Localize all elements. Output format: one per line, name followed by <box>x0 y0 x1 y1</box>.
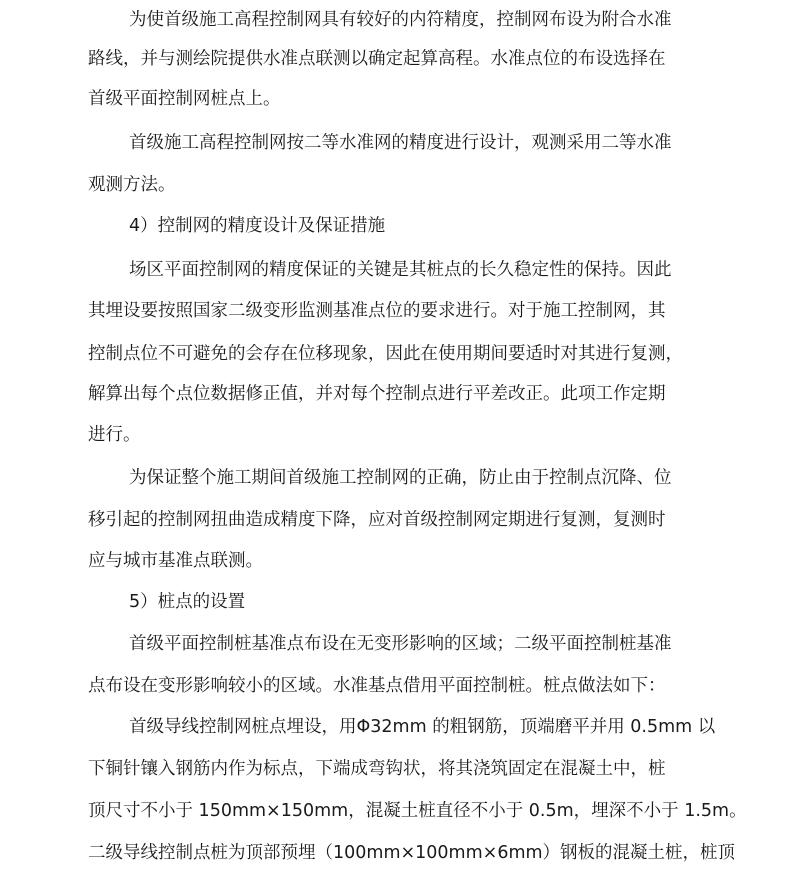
section-heading-4: 4）控制网的精度设计及保证措施 <box>129 216 386 236</box>
text-line-10: 解算出每个点位数据修正值，并对每个控制点进行平差改正。此项工作定期 <box>88 384 666 404</box>
text-line-1: 为使首级施工高程控制网具有较好的内符精度，控制网布设为附合水准 <box>129 10 672 30</box>
text-line-19: 下铜针镶入钢筋内作为标点，下端成弯钩状，将其浇筑固定在混凝土中，桩 <box>88 759 666 779</box>
text-line-21: 二级导线控制点桩为顶部预埋（100mm×100mm×6mm）钢板的混凝土桩，桩顶 <box>88 843 736 863</box>
text-line-13: 移引起的控制网扭曲造成精度下降，应对首级控制网定期进行复测，复测时 <box>88 510 666 530</box>
text-line-8: 其埋设要按照国家二级变形监测基准点位的要求进行。对于施工控制网，其 <box>88 301 666 321</box>
text-line-16: 首级平面控制桩基准点布设在无变形影响的区域；二级平面控制桩基准 <box>129 634 672 654</box>
text-line-5: 观测方法。 <box>88 175 176 195</box>
text-line-17: 点布设在变形影响较小的区域。水准基点借用平面控制桩。桩点做法如下： <box>88 676 666 696</box>
text-line-12: 为保证整个施工期间首级施工控制网的正确，防止由于控制点沉降、位 <box>129 468 672 488</box>
text-line-18: 首级导线控制网桩点埋设，用Φ32mm 的粗钢筋，顶端磨平并用 0.5mm 以 <box>129 717 716 737</box>
text-line-3: 首级平面控制网桩点上。 <box>88 89 281 109</box>
section-heading-5: 5）桩点的设置 <box>129 592 246 612</box>
text-line-7: 场区平面控制网的精度保证的关键是其桩点的长久稳定性的保持。因此 <box>129 260 672 280</box>
text-line-9: 控制点位不可避免的会存在位移现象，因此在使用期间要适时对其进行复测， <box>88 344 683 364</box>
text-line-11: 进行。 <box>88 425 141 445</box>
text-line-14: 应与城市基准点联测。 <box>88 551 263 571</box>
text-line-20: 顶尺寸不小于 150mm×150mm，混凝土桩直径不小于 0.5m，埋深不小于 1.5m。 <box>88 801 747 821</box>
text-line-4: 首级施工高程控制网按二等水准网的精度进行设计，观测采用二等水准 <box>129 133 672 153</box>
text-line-2: 路线，并与测绘院提供水准点联测以确定起算高程。水准点位的布设选择在 <box>88 49 666 69</box>
